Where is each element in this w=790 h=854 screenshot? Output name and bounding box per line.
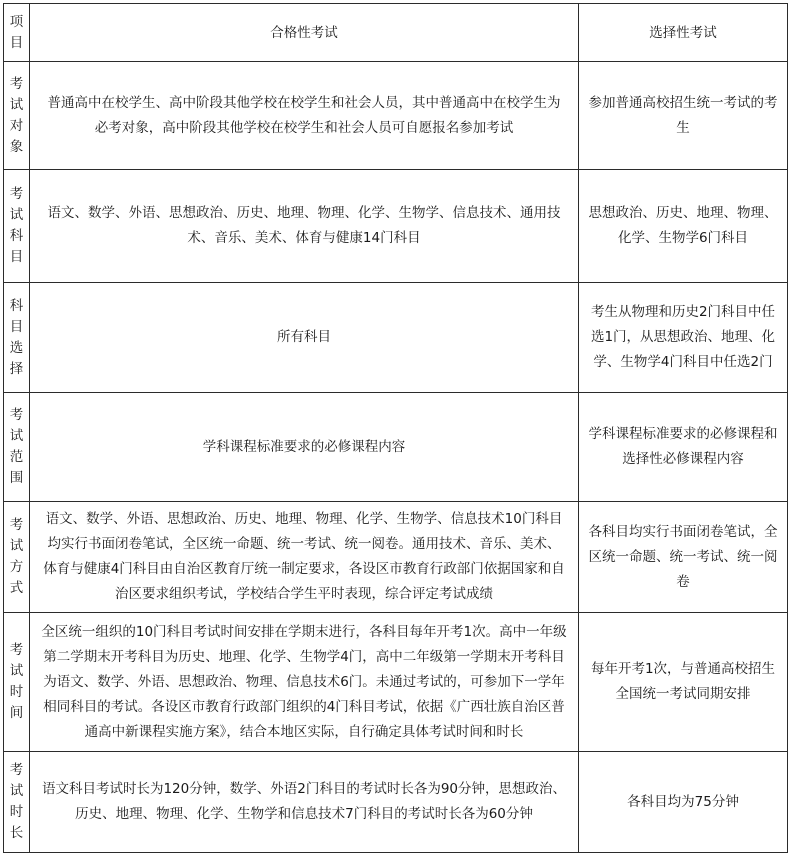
cell-select-exam-duration [579, 752, 788, 853]
cell-text: 全区统一组织的10门科目考试时间安排在学期末进行，各科目每年开考1次。高中一年级第二学期末开考科目为历史、地理、化学、生物学4门，高中二年级第一学期末开考科目为语文、数学、外语、思想政治、物理、信息技术6门。未通过考试的，可参加下一学年相同科目的考试。各设区市教育行政部门组织的4门科目考试，依据《广西壮族自治区普通高中新课程实施方案》，结合本地区实际，自行确定具体考试时间和时长 [41, 623, 567, 740]
header-label-select-exam: 选择性考试 [649, 24, 717, 41]
cell-text: 各科目均实行书面闭卷笔试，全区统一命题、统一考试、统一阅卷 [588, 523, 778, 590]
cell-pass-exam-scope [30, 393, 579, 502]
table-header-row [4, 4, 788, 62]
vertical-char: 式 [9, 580, 24, 596]
vertical-char: 范 [9, 449, 24, 465]
cell-select-exam-method [579, 502, 788, 613]
vertical-char: 考 [9, 407, 24, 423]
table-row [4, 283, 788, 393]
vertical-char: 目 [9, 318, 24, 335]
row-label-text-vertical [4, 760, 29, 844]
vertical-char: 间 [9, 705, 24, 721]
cell-text: 考生从物理和历史2门科目中任选1门，从思想政治、地理、化学、生物学4门科目中任选2门 [590, 304, 776, 370]
header-cell-pass-exam [30, 4, 579, 62]
header-label-item-vertical [4, 12, 29, 54]
exam-comparison-table [3, 3, 788, 853]
header-cell-select-exam [579, 4, 788, 62]
cell-select-exam-object [579, 62, 788, 170]
vertical-char: 试 [9, 663, 24, 679]
vertical-char: 对 [9, 117, 24, 134]
vertical-char: 目 [9, 249, 24, 265]
row-label-text-vertical [4, 74, 29, 158]
row-label-text-vertical [4, 515, 29, 599]
cell-text: 普通高中在校学生、高中阶段其他学校在校学生和社会人员，其中普通高中在校学生为必考对象，高中阶段其他学校在校学生和社会人员可自愿报名参加考试 [47, 94, 561, 136]
table-row [4, 502, 788, 613]
row-label-exam-subjects [4, 170, 30, 283]
row-label-exam-scope [4, 393, 30, 502]
row-label-exam-object [4, 62, 30, 170]
vertical-char: 考 [9, 186, 24, 202]
vertical-char: 择 [9, 360, 24, 377]
cell-text: 参加普通高校招生统一考试的考生 [588, 94, 778, 136]
table-row [4, 613, 788, 752]
cell-text: 学科课程标准要求的必修课程内容 [202, 438, 406, 455]
vertical-char: 方 [9, 559, 24, 575]
vertical-char: 考 [9, 75, 24, 92]
row-label-exam-method [4, 502, 30, 613]
cell-text: 语文、数学、外语、思想政治、历史、地理、物理、化学、生物学、信息技术10门科目均实行书面闭卷笔试，全区统一命题、统一考试、统一阅卷。通用技术、音乐、美术、体育与健康4门科目由自治区教育厅统一制定要求，各设区市教育行政部门依据国家和自治区要求组织考试，学校结合学生平时表现，综合评定考试成绩 [43, 511, 565, 602]
row-label-exam-time [4, 613, 30, 752]
table-row [4, 62, 788, 170]
cell-text: 每年开考1次，与普通高校招生全国统一考试同期安排 [590, 661, 776, 702]
vertical-char: 试 [9, 428, 24, 444]
vertical-char: 试 [9, 207, 24, 223]
vertical-char: 试 [9, 538, 24, 554]
cell-select-exam-time [579, 613, 788, 752]
cell-text: 语文、数学、外语、思想政治、历史、地理、物理、化学、生物学、信息技术、通用技术、音乐、美术、体育与健康14门科目 [47, 205, 561, 246]
table-row [4, 170, 788, 283]
vertical-char: 时 [9, 804, 24, 820]
cell-text: 学科课程标准要求的必修课程和选择性必修课程内容 [588, 426, 778, 467]
cell-pass-exam-object [30, 62, 579, 170]
row-label-exam-duration [4, 752, 30, 853]
vertical-char: 时 [9, 684, 24, 700]
vertical-char: 考 [9, 517, 24, 533]
cell-pass-exam-method [30, 502, 579, 613]
cell-text: 思想政治、历史、地理、物理、化学、生物学6门科目 [588, 205, 778, 246]
row-label-text-vertical [4, 296, 29, 380]
vertical-char: 科 [9, 228, 24, 244]
cell-select-exam-scope [579, 393, 788, 502]
vertical-char: 长 [9, 825, 24, 841]
cell-text: 所有科目 [277, 329, 331, 345]
cell-pass-exam-time [30, 613, 579, 752]
vertical-char: 考 [9, 762, 24, 778]
row-label-text-vertical [4, 640, 29, 724]
vertical-char: 目 [9, 34, 24, 51]
row-label-text-vertical [4, 405, 29, 489]
table-body [4, 4, 788, 853]
vertical-char: 试 [9, 783, 24, 799]
header-label-pass-exam: 合格性考试 [270, 24, 338, 41]
vertical-char: 考 [9, 642, 24, 658]
vertical-char: 试 [9, 96, 24, 113]
cell-select-exam-subjects [579, 170, 788, 283]
row-label-text-vertical [4, 184, 29, 268]
vertical-char: 象 [9, 138, 24, 155]
cell-pass-subject-choice [30, 283, 579, 393]
vertical-char: 科 [9, 297, 24, 314]
cell-pass-exam-subjects [30, 170, 579, 283]
vertical-char: 项 [9, 13, 24, 30]
vertical-char: 围 [9, 470, 24, 486]
cell-pass-exam-duration [30, 752, 579, 853]
cell-text: 语文科目考试时长为120分钟，数学、外语2门科目的考试时长各为90分钟，思想政治、历史、地理、物理、化学、生物学和信息技术7门科目的考试时长各为60分钟 [41, 781, 567, 822]
header-cell-item [4, 4, 30, 62]
cell-text: 各科目均为75分钟 [627, 793, 739, 810]
table-row [4, 393, 788, 502]
cell-select-subject-choice [579, 283, 788, 393]
vertical-char: 选 [9, 339, 24, 356]
row-label-subject-choice [4, 283, 30, 393]
table-row [4, 752, 788, 853]
